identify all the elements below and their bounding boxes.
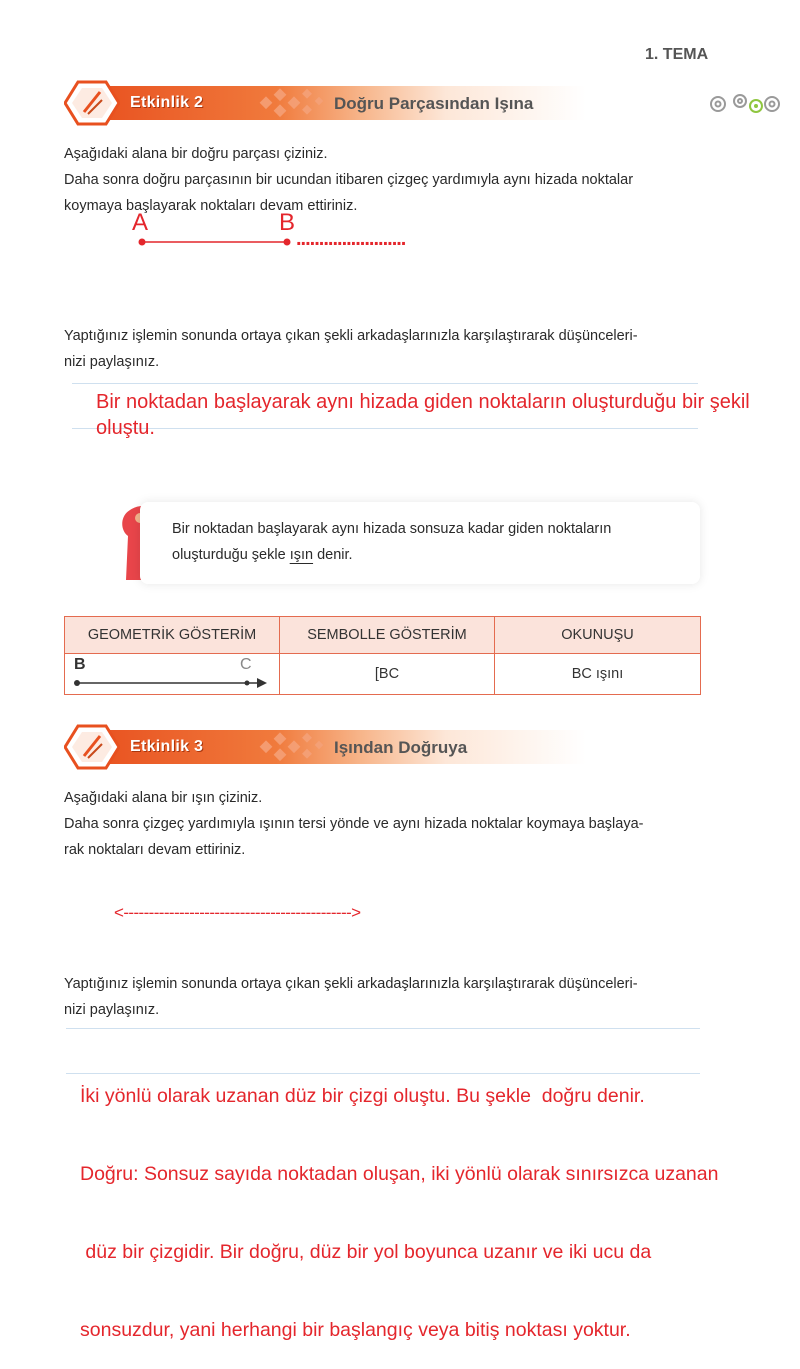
prompt-line: nizi paylaşınız.	[64, 354, 160, 370]
geometric-cell	[65, 654, 280, 695]
pencil-hexagon-icon	[64, 80, 120, 126]
instruction-line: Daha sonra doğru parçasının bir ucundan itibaren çizgeç yardımıyla aynı hizada noktalar	[64, 172, 634, 188]
table-header-row	[65, 617, 701, 654]
activity-2-title: Doğru Parçasından Işına	[334, 94, 534, 113]
ray-notation-table	[64, 616, 701, 695]
pencil-hexagon-icon	[64, 724, 120, 770]
definition-text: oluşturduğu şekle	[172, 547, 290, 563]
activity-2-answer	[96, 389, 750, 441]
activity-2-label: Etkinlik 2	[130, 94, 204, 111]
definition-line-1: Bir noktadan başlayarak aynı hizada sonsuza kadar giden noktaların	[172, 521, 612, 537]
theme-label: 1. TEMA	[645, 46, 709, 63]
prompt-line: Yaptığınız işlemin sonunda ortaya çıkan şekli arkadaşlarınızla karşılaştırarak düşünceleri-	[64, 976, 638, 992]
ray-start-label: B	[74, 656, 86, 673]
activity-3-instructions	[64, 785, 643, 863]
table-row	[65, 654, 701, 695]
activity-2-instructions	[64, 141, 633, 219]
activity-3-title: Işından Doğruya	[334, 738, 468, 757]
definition-card	[140, 502, 700, 584]
column-header: OKUNUŞU	[495, 617, 701, 654]
activity-2-banner	[64, 80, 584, 126]
point-b-label: B	[279, 209, 296, 236]
activity-3-prompt	[64, 971, 638, 1023]
activity-3-answer	[80, 1031, 718, 1369]
reading-cell: BC ışını	[495, 654, 701, 695]
column-header: GEOMETRİK GÖSTERİM	[65, 617, 280, 654]
keyword-isin: ışın	[289, 547, 314, 563]
ray-end-label: C	[240, 656, 252, 673]
instruction-line: Daha sonra çizgeç yardımıyla ışının tersi yönde ve aynı hizada noktalar koymaya başlaya-	[64, 816, 644, 832]
activity-3-banner	[64, 724, 584, 770]
answer-line: İki yönlü olarak uzanan düz bir çizgi oluştu. Bu şekle doğru denir.	[80, 1085, 645, 1107]
answer-line: oluştu.	[96, 417, 155, 439]
gears-icon	[706, 90, 786, 118]
line-drawing: <--------------------------------------------->	[114, 903, 361, 922]
activity-3-label: Etkinlik 3	[130, 738, 204, 755]
instruction-line: rak noktaları devam ettiriniz.	[64, 842, 246, 858]
definition-line-2	[172, 542, 611, 568]
answer-line: düz bir çizgidir. Bir doğru, düz bir yol boyunca uzanır ve iki ucu da	[80, 1241, 652, 1263]
prompt-line: nizi paylaşınız.	[64, 1002, 160, 1018]
instruction-line: Aşağıdaki alana bir doğru parçası çiziniz.	[64, 146, 328, 162]
continued-dots: ........................	[296, 228, 406, 250]
instruction-line: koymaya başlayarak noktaları devam ettiriniz.	[64, 198, 358, 214]
symbol-cell: [BC	[280, 654, 495, 695]
segment-ab	[130, 234, 300, 250]
answer-line: sonsuzdur, yani herhangi bir başlangıç veya bitiş noktası yoktur.	[80, 1319, 631, 1341]
activity-2-prompt	[64, 323, 638, 375]
diamond-pattern-icon	[254, 84, 334, 124]
definition-text: denir.	[313, 547, 353, 563]
point-a-label: A	[132, 209, 149, 236]
answer-line: Bir noktadan başlayarak aynı hizada giden noktaların oluşturduğu bir şekil	[96, 391, 750, 413]
answer-line: Doğru: Sonsuz sayıda noktadan oluşan, iki yönlü olarak sınırsızca uzanan	[80, 1163, 719, 1185]
instruction-line: Aşağıdaki alana bir ışın çiziniz.	[64, 790, 263, 806]
ray-drawing	[71, 676, 271, 690]
column-header: SEMBOLLE GÖSTERİM	[280, 617, 495, 654]
prompt-line: Yaptığınız işlemin sonunda ortaya çıkan şekli arkadaşlarınızla karşılaştırarak düşünceleri-	[64, 328, 638, 344]
diamond-pattern-icon	[254, 728, 334, 768]
